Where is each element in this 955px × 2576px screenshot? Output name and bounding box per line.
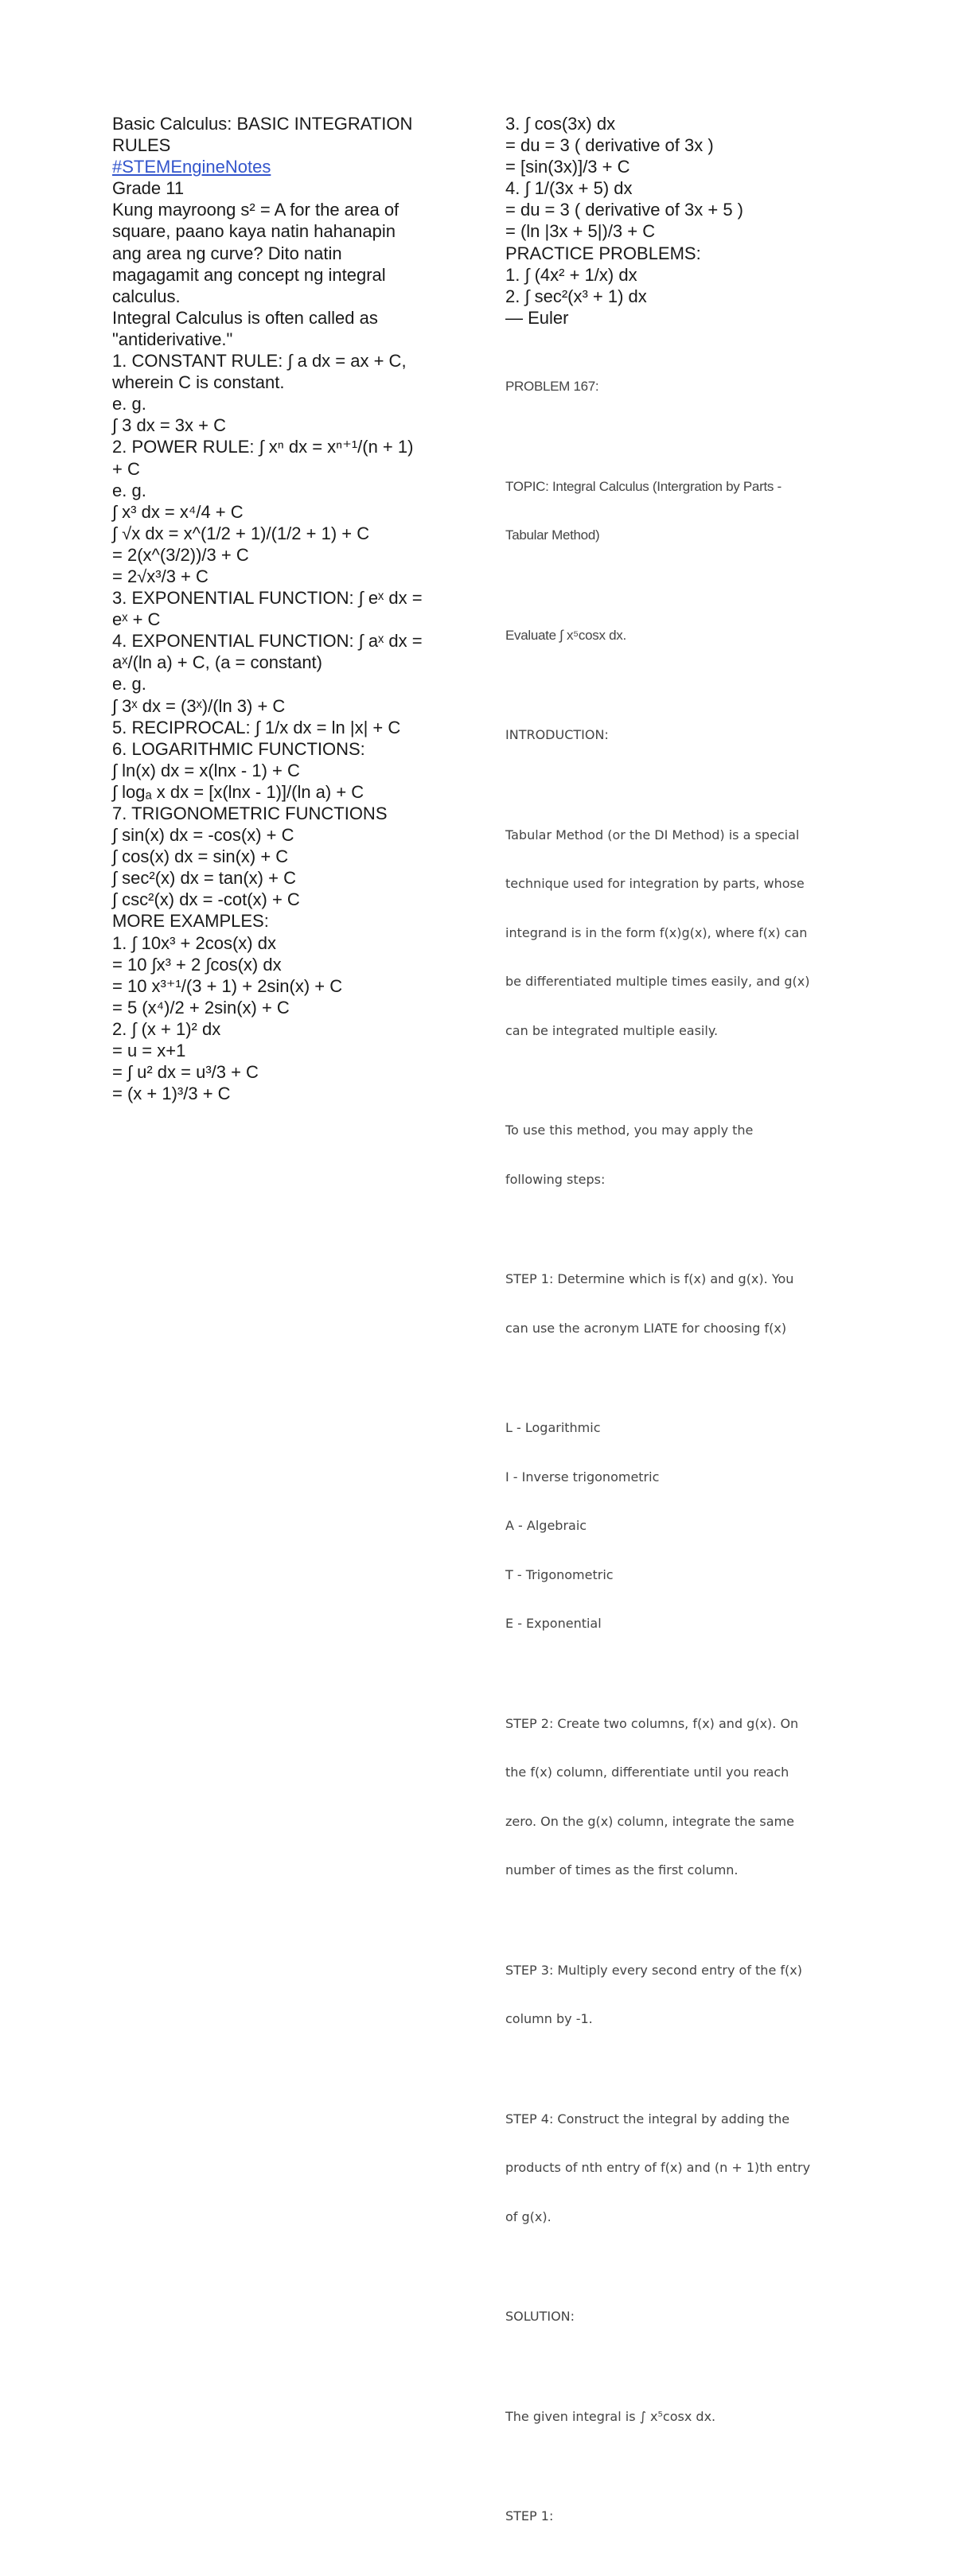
text-line: STEP 1: Determine which is f(x) and g(x). You <box>505 1271 794 1286</box>
formula-line: = 2(x^(3/2))/3 + C <box>112 544 249 565</box>
attribution: — Euler <box>505 307 569 328</box>
text-line: the f(x) column, differentiate until you reach <box>505 1765 789 1780</box>
formula-line: 4. ∫ 1/(3x + 5) dx <box>505 178 633 199</box>
hashtag-link[interactable]: #STEMEngineNotes <box>112 157 271 177</box>
evaluate-paragraph <box>505 595 848 677</box>
list-item: L - Logarithmic <box>505 1420 601 1435</box>
text-line: The given integral is ∫ x⁵cosx dx. <box>505 2408 716 2424</box>
text-line: products of nth entry of f(x) and (n + 1)th entry <box>505 2160 811 2175</box>
text-line: TOPIC: Integral Calculus (Intergration by Parts - <box>505 478 782 494</box>
text-line: magagamit ang concept ng integral <box>112 264 386 285</box>
formula-line: = 2√x³/3 + C <box>112 566 209 586</box>
rule-heading: 6. LOGARITHMIC FUNCTIONS: <box>112 738 365 759</box>
text-line: can use the acronym LIATE for choosing f(x) <box>505 1320 787 1336</box>
formula-line: 2. ∫ sec²(x³ + 1) dx <box>505 286 647 306</box>
step3-paragraph <box>505 1930 848 2060</box>
rule-heading: 7. TRIGONOMETRIC FUNCTIONS <box>112 804 388 823</box>
text-line: "antiderivative." <box>112 329 233 349</box>
rule-heading: 4. EXPONENTIAL FUNCTION: ∫ aˣ dx = <box>112 631 423 652</box>
left-column <box>112 113 462 1104</box>
text-line: integrand is in the form f(x)g(x), where f(x) can <box>505 924 808 940</box>
liate-list <box>505 1387 848 1665</box>
formula-line: ∫ logₐ x dx = [x(lnx - 1)]/(ln a) + C <box>112 781 364 802</box>
step4-paragraph <box>505 2079 848 2259</box>
rule-heading: 5. RECIPROCAL: ∫ 1/x dx = ln |x| + C <box>112 717 401 737</box>
rule-heading: 2. POWER RULE: ∫ xⁿ dx = xⁿ⁺¹/(n + 1) <box>112 437 414 457</box>
step1-label-paragraph <box>505 2476 848 2558</box>
text-line: Integral Calculus is often called as <box>112 307 378 328</box>
text-line: can be integrated multiple easily. <box>505 1022 719 1038</box>
text-line: To use this method, you may apply the <box>505 1123 754 1138</box>
text-line: number of times as the first column. <box>505 1862 739 1878</box>
text-line: column by -1. <box>505 2011 593 2026</box>
topic-paragraph <box>505 446 848 577</box>
intro-heading <box>505 695 848 776</box>
text-line: Evaluate ∫ x⁵cosx dx. <box>505 627 626 643</box>
list-item: I - Inverse trigonometric <box>505 1469 660 1485</box>
text-line: e. g. <box>112 674 146 695</box>
section-heading: MORE EXAMPLES: <box>112 911 269 932</box>
section-heading: INTRODUCTION: <box>505 727 609 742</box>
formula-line: ∫ ln(x) dx = x(lnx - 1) + C <box>112 760 300 780</box>
text-line: square, paano kaya natin hahanapin <box>112 221 396 242</box>
formula-line: = (x + 1)³/3 + C <box>112 1084 231 1104</box>
text-line: Tabular Method) <box>505 527 600 543</box>
intro-paragraph <box>505 795 848 1072</box>
text-line: wherein C is constant. <box>112 372 285 393</box>
list-item: A - Algebraic <box>505 1518 587 1533</box>
section-heading: SOLUTION: <box>505 2309 575 2324</box>
document-title-cont: RULES <box>112 135 171 156</box>
text-line: Tabular Method (or the DI Method) is a special <box>505 827 800 842</box>
text-line: eˣ + C <box>112 609 161 630</box>
formula-line: ∫ √x dx = x^(1/2 + 1)/(1/2 + 1) + C <box>112 523 370 543</box>
formula-line: = du = 3 ( derivative of 3x ) <box>505 135 714 156</box>
formula-line: ∫ sec²(x) dx = tan(x) + C <box>112 868 296 889</box>
list-item: E - Exponential <box>505 1616 602 1631</box>
text-line: of g(x). <box>505 2208 552 2224</box>
formula-line: 2. ∫ (x + 1)² dx <box>112 1018 221 1039</box>
text-line: ang area ng curve? Dito natin <box>112 243 342 263</box>
rule-heading: 1. CONSTANT RULE: ∫ a dx = ax + C, <box>112 351 407 372</box>
formula-line: = 10 ∫x³ + 2 ∫cos(x) dx <box>112 954 282 975</box>
formula-line: ∫ x³ dx = x⁴/4 + C <box>112 501 244 522</box>
formula-line: ∫ sin(x) dx = -cos(x) + C <box>112 825 294 846</box>
text-line: + C <box>112 458 140 479</box>
solution-heading <box>505 2276 848 2358</box>
document-title: Basic Calculus: BASIC INTEGRATION <box>112 114 413 134</box>
formula-line: ∫ csc²(x) dx = -cot(x) + C <box>112 889 300 910</box>
formula-line: = 10 x³⁺¹/(3 + 1) + 2sin(x) + C <box>112 975 343 996</box>
text-line: technique used for integration by parts, whose <box>505 876 805 891</box>
right-column-top <box>505 113 863 329</box>
formula-line: = [sin(3x)]/3 + C <box>505 157 630 177</box>
grade-label: Grade 11 <box>112 178 185 199</box>
formula-line: ∫ cos(x) dx = sin(x) + C <box>112 846 289 867</box>
text-line: STEP 3: Multiply every second entry of the f(x) <box>505 1962 802 1978</box>
problem-number <box>505 346 848 428</box>
formula-line: = u = x+1 <box>112 1041 186 1061</box>
formula-line: ∫ 3ˣ dx = (3ˣ)/(ln 3) + C <box>112 695 286 716</box>
text-line: calculus. <box>112 286 181 306</box>
formula-line: = 5 (x⁴)/2 + 2sin(x) + C <box>112 997 290 1018</box>
text-line: following steps: <box>505 1171 606 1187</box>
formula-line: 1. ∫ (4x² + 1/x) dx <box>505 264 637 285</box>
text-line: be differentiated multiple times easily, and g(x) <box>505 974 810 989</box>
formula-line: = ∫ u² dx = u³/3 + C <box>112 1062 259 1083</box>
formula-line: = (ln |3x + 5|)/3 + C <box>505 221 656 242</box>
step2-paragraph <box>505 1683 848 1912</box>
formula-line: 1. ∫ 10x³ + 2cos(x) dx <box>112 932 276 953</box>
section-heading: PRACTICE PROBLEMS: <box>505 243 701 263</box>
formula-line: ∫ 3 dx = 3x + C <box>112 415 226 436</box>
text-line: STEP 4: Construct the integral by adding the <box>505 2111 790 2127</box>
text-line: e. g. <box>112 480 146 500</box>
step1-paragraph <box>505 1239 848 1369</box>
text-line: STEP 1: <box>505 2508 554 2523</box>
text-line: e. g. <box>112 394 146 414</box>
text-line: Kung mayroong s² = A for the area of <box>112 200 400 220</box>
list-item: T - Trigonometric <box>505 1566 614 1582</box>
text-line: STEP 2: Create two columns, f(x) and g(x). On <box>505 1715 799 1731</box>
rule-heading: 3. EXPONENTIAL FUNCTION: ∫ eˣ dx = <box>112 588 423 609</box>
given-paragraph <box>505 2376 848 2458</box>
formula-line: 3. ∫ cos(3x) dx <box>505 114 616 134</box>
problem-label: PROBLEM 167: <box>505 379 599 394</box>
use-method-paragraph <box>505 1090 848 1220</box>
text-line: aˣ/(ln a) + C, (a = constant) <box>112 652 322 673</box>
right-column-bottom <box>505 346 848 2576</box>
text-line: zero. On the g(x) column, integrate the same <box>505 1813 794 1829</box>
formula-line: = du = 3 ( derivative of 3x + 5 ) <box>505 200 743 220</box>
